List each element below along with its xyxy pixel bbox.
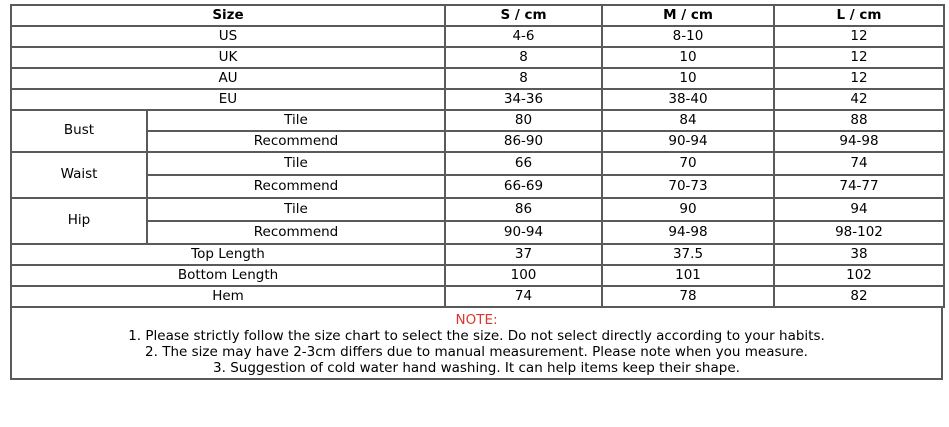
cell-s: 8 [445, 47, 602, 68]
sub-label: Recommend [147, 221, 445, 244]
sub-label: Tile [147, 198, 445, 221]
header-size: Size [11, 5, 445, 26]
note-line-1: 1. Please strictly follow the size chart to select the size. Do not select directly according to your habits. [128, 328, 825, 344]
note-line-3: 3. Suggestion of cold water hand washing. It can help items keep their shape. [213, 360, 740, 376]
table-row-hem [11, 286, 944, 307]
cell-l: 88 [774, 110, 944, 131]
table-row-bust-recommend [11, 131, 944, 152]
cell-l: 12 [774, 68, 944, 89]
cell-s: 4-6 [445, 26, 602, 47]
cell-s: 100 [445, 265, 602, 286]
note-line-2: 2. The size may have 2-3cm differs due to manual measurement. Please note when you measure. [145, 344, 808, 360]
group-label-hip: Hip [11, 198, 147, 244]
row-label: Top Length [11, 244, 445, 265]
notes-box [10, 308, 943, 380]
cell-m: 70 [602, 152, 774, 175]
row-label: Bottom Length [11, 265, 445, 286]
cell-m: 94-98 [602, 221, 774, 244]
cell-m: 101 [602, 265, 774, 286]
cell-l: 12 [774, 47, 944, 68]
table-row-eu [11, 89, 944, 110]
cell-l: 94 [774, 198, 944, 221]
table-row-hip-tile [11, 198, 944, 221]
table-row-uk [11, 47, 944, 68]
table-row-hip-recommend [11, 221, 944, 244]
header-row [11, 5, 944, 26]
size-chart [10, 4, 943, 380]
cell-m: 10 [602, 68, 774, 89]
table-row-waist-tile [11, 152, 944, 175]
cell-s: 8 [445, 68, 602, 89]
cell-l: 82 [774, 286, 944, 307]
cell-s: 74 [445, 286, 602, 307]
cell-m: 90 [602, 198, 774, 221]
cell-l: 74 [774, 152, 944, 175]
group-label-waist: Waist [11, 152, 147, 198]
cell-m: 70-73 [602, 175, 774, 198]
cell-s: 80 [445, 110, 602, 131]
table-row-top-length [11, 244, 944, 265]
size-table [10, 4, 945, 308]
table-row-au [11, 68, 944, 89]
cell-m: 84 [602, 110, 774, 131]
cell-m: 8-10 [602, 26, 774, 47]
row-label: Hem [11, 286, 445, 307]
table-row-bust-tile [11, 110, 944, 131]
cell-l: 102 [774, 265, 944, 286]
group-label-bust: Bust [11, 110, 147, 152]
header-l: L / cm [774, 5, 944, 26]
row-label: US [11, 26, 445, 47]
cell-s: 66-69 [445, 175, 602, 198]
notes-title: NOTE: [455, 312, 498, 328]
cell-m: 37.5 [602, 244, 774, 265]
cell-m: 90-94 [602, 131, 774, 152]
cell-l: 42 [774, 89, 944, 110]
row-label: EU [11, 89, 445, 110]
cell-s: 66 [445, 152, 602, 175]
cell-m: 78 [602, 286, 774, 307]
cell-l: 12 [774, 26, 944, 47]
sub-label: Recommend [147, 131, 445, 152]
cell-l: 74-77 [774, 175, 944, 198]
table-row-bottom-length [11, 265, 944, 286]
sub-label: Tile [147, 110, 445, 131]
cell-m: 38-40 [602, 89, 774, 110]
row-label: AU [11, 68, 445, 89]
cell-s: 34-36 [445, 89, 602, 110]
header-s: S / cm [445, 5, 602, 26]
header-m: M / cm [602, 5, 774, 26]
table-row-us [11, 26, 944, 47]
cell-l: 94-98 [774, 131, 944, 152]
cell-m: 10 [602, 47, 774, 68]
cell-l: 38 [774, 244, 944, 265]
cell-s: 90-94 [445, 221, 602, 244]
cell-l: 98-102 [774, 221, 944, 244]
cell-s: 86-90 [445, 131, 602, 152]
sub-label: Recommend [147, 175, 445, 198]
cell-s: 37 [445, 244, 602, 265]
cell-s: 86 [445, 198, 602, 221]
sub-label: Tile [147, 152, 445, 175]
row-label: UK [11, 47, 445, 68]
table-row-waist-recommend [11, 175, 944, 198]
